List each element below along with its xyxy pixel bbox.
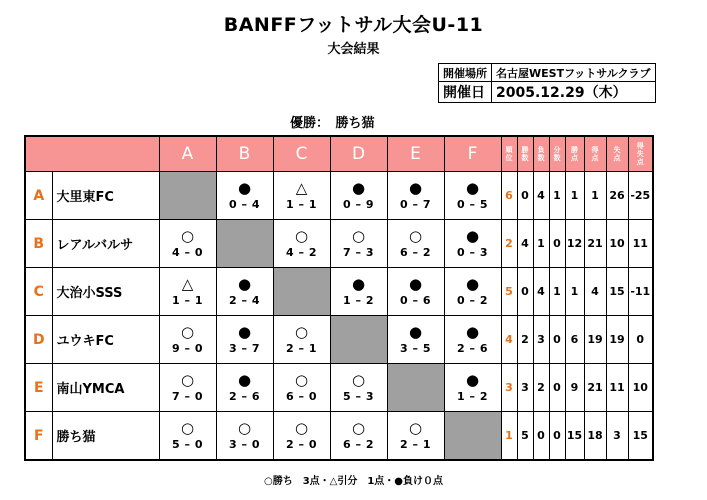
match-score: 2 – 4: [229, 294, 260, 307]
self-match-cell: [330, 316, 387, 364]
match-result-cell: [273, 316, 330, 364]
match-result-cell: [444, 364, 501, 412]
result-mark-icon: ●: [465, 227, 480, 245]
match-score: 0 – 3: [457, 246, 488, 259]
match-score: 2 – 1: [400, 438, 431, 451]
match-result-cell: [216, 316, 273, 364]
match-score: 5 – 0: [172, 438, 203, 451]
team-name: 大治小SSS: [52, 268, 159, 316]
stat-value: 3: [533, 316, 549, 364]
team-name: レアルバルサ: [52, 220, 159, 268]
row-label: A: [25, 172, 52, 220]
match-result-cell: [273, 364, 330, 412]
stat-value: 19: [606, 316, 628, 364]
stat-value: 5: [517, 412, 533, 461]
self-match-cell: [159, 172, 216, 220]
match-score: 0 – 5: [457, 198, 488, 211]
stat-value: 1: [565, 268, 584, 316]
match-score: 9 – 0: [172, 342, 203, 355]
stat-value: 6: [565, 316, 584, 364]
match-result-cell: [444, 316, 501, 364]
page-title: BANFFフットサル大会U-11: [223, 14, 484, 36]
match-score: 0 – 7: [400, 198, 431, 211]
stat-value: 12: [565, 220, 584, 268]
table-row: [25, 364, 653, 412]
match-result-cell: [330, 364, 387, 412]
match-result-cell: [387, 268, 444, 316]
column-header-b: B: [216, 136, 273, 172]
stat-value: 18: [584, 412, 606, 461]
match-result-cell: [273, 220, 330, 268]
match-result-cell: [216, 268, 273, 316]
match-result-cell: [330, 220, 387, 268]
result-mark-icon: ●: [351, 179, 366, 197]
result-mark-icon: ○: [294, 371, 309, 389]
match-result-cell: [159, 364, 216, 412]
match-score: 3 – 7: [229, 342, 260, 355]
result-mark-icon: ●: [465, 275, 480, 293]
match-score: 7 – 3: [343, 246, 374, 259]
match-score: 1 – 1: [286, 198, 317, 211]
result-mark-icon: ○: [408, 227, 423, 245]
stat-value: 1: [584, 172, 606, 220]
stat-value: 9: [565, 364, 584, 412]
self-match-cell: [273, 268, 330, 316]
table-row: [25, 268, 653, 316]
stat-value: 11: [628, 220, 653, 268]
result-mark-icon: ●: [237, 323, 252, 341]
rank-value: 2: [501, 220, 517, 268]
stat-value: 3: [606, 412, 628, 461]
result-mark-icon: ○: [408, 419, 423, 437]
match-score: 0 – 2: [457, 294, 488, 307]
row-label: C: [25, 268, 52, 316]
stat-header-7: 得 失 点: [628, 136, 653, 172]
result-mark-icon: ○: [237, 419, 252, 437]
result-mark-icon: ●: [465, 371, 480, 389]
result-mark-icon: ●: [237, 275, 252, 293]
match-result-cell: [216, 412, 273, 461]
match-result-cell: [330, 268, 387, 316]
result-mark-icon: ○: [294, 419, 309, 437]
stat-value: 0: [517, 268, 533, 316]
result-mark-icon: ○: [351, 419, 366, 437]
stat-value: 0: [533, 412, 549, 461]
match-result-cell: [387, 220, 444, 268]
column-header-d: D: [330, 136, 387, 172]
result-mark-icon: ●: [408, 323, 423, 341]
match-score: 6 – 0: [286, 390, 317, 403]
match-result-cell: [159, 268, 216, 316]
stat-value: 15: [565, 412, 584, 461]
stat-value: 10: [606, 220, 628, 268]
column-header-c: C: [273, 136, 330, 172]
stat-value: 0: [549, 316, 565, 364]
result-mark-icon: △: [181, 275, 194, 293]
match-score: 0 – 6: [400, 294, 431, 307]
stat-header-1: 勝 数: [517, 136, 533, 172]
stat-value: -25: [628, 172, 653, 220]
stat-header-4: 勝 点: [565, 136, 584, 172]
date-label: 開催日: [439, 82, 492, 103]
stat-value: 0: [517, 172, 533, 220]
self-match-cell: [387, 364, 444, 412]
result-mark-icon: ○: [180, 419, 195, 437]
match-score: 7 – 0: [172, 390, 203, 403]
table-row: [25, 412, 653, 461]
stat-header-5: 得 点: [584, 136, 606, 172]
team-name: 大里東FC: [52, 172, 159, 220]
match-score: 2 – 6: [457, 342, 488, 355]
match-score: 5 – 3: [343, 390, 374, 403]
stat-header-6: 失 点: [606, 136, 628, 172]
match-score: 0 – 4: [229, 198, 260, 211]
match-result-cell: [159, 220, 216, 268]
match-score: 4 – 0: [172, 246, 203, 259]
result-mark-icon: ○: [351, 227, 366, 245]
stat-value: 2: [517, 316, 533, 364]
table-row: [25, 172, 653, 220]
date-value: 2005.12.29（木）: [492, 82, 656, 103]
match-result-cell: [330, 172, 387, 220]
match-result-cell: [330, 412, 387, 461]
stat-value: 0: [549, 412, 565, 461]
stat-header-3: 分 数: [549, 136, 565, 172]
stat-value: 1: [533, 220, 549, 268]
stat-value: 1: [549, 172, 565, 220]
result-mark-icon: ●: [465, 323, 480, 341]
result-mark-icon: ○: [294, 323, 309, 341]
row-label: D: [25, 316, 52, 364]
column-header-a: A: [159, 136, 216, 172]
column-header-f: F: [444, 136, 501, 172]
stat-value: 0: [549, 220, 565, 268]
match-result-cell: [387, 172, 444, 220]
result-mark-icon: △: [295, 179, 308, 197]
rank-value: 5: [501, 268, 517, 316]
stat-value: 21: [584, 364, 606, 412]
rank-value: 3: [501, 364, 517, 412]
stat-value: 11: [606, 364, 628, 412]
venue-value: 名古屋WESTフットサルクラブ: [492, 64, 656, 82]
match-result-cell: [159, 316, 216, 364]
match-result-cell: [216, 364, 273, 412]
match-result-cell: [159, 412, 216, 461]
row-label: E: [25, 364, 52, 412]
stat-value: 1: [565, 172, 584, 220]
result-mark-icon: ●: [237, 179, 252, 197]
match-result-cell: [444, 268, 501, 316]
match-result-cell: [387, 412, 444, 461]
stat-value: 4: [517, 220, 533, 268]
match-score: 1 – 2: [343, 294, 374, 307]
match-result-cell: [444, 172, 501, 220]
stat-value: 0: [628, 316, 653, 364]
header-blank-cell: [25, 136, 159, 172]
match-score: 2 – 0: [286, 438, 317, 451]
champion-text: 優勝： 勝ち猫: [290, 116, 375, 131]
match-result-cell: [273, 412, 330, 461]
table-row: [25, 316, 653, 364]
table-row: [25, 220, 653, 268]
result-mark-icon: ●: [351, 275, 366, 293]
stat-value: 21: [584, 220, 606, 268]
match-result-cell: [216, 172, 273, 220]
match-score: 0 – 9: [343, 198, 374, 211]
stat-value: 4: [584, 268, 606, 316]
match-score: 6 – 2: [400, 246, 431, 259]
match-result-cell: [444, 220, 501, 268]
self-match-cell: [216, 220, 273, 268]
legend-text: ○勝ち 3点・△引分 1点・●負け０点: [263, 476, 444, 487]
stat-value: 4: [533, 268, 549, 316]
stat-value: -11: [628, 268, 653, 316]
stat-value: 15: [606, 268, 628, 316]
result-mark-icon: ○: [351, 371, 366, 389]
match-result-cell: [273, 172, 330, 220]
results-table: [24, 135, 654, 461]
result-mark-icon: ●: [465, 179, 480, 197]
result-mark-icon: ○: [180, 227, 195, 245]
stat-value: 10: [628, 364, 653, 412]
stat-value: 4: [533, 172, 549, 220]
page-subtitle: 大会結果: [327, 42, 380, 57]
row-label: B: [25, 220, 52, 268]
team-name: 勝ち猫: [52, 412, 159, 461]
match-score: 4 – 2: [286, 246, 317, 259]
self-match-cell: [444, 412, 501, 461]
match-score: 1 – 1: [172, 294, 203, 307]
result-mark-icon: ●: [237, 371, 252, 389]
match-score: 3 – 5: [400, 342, 431, 355]
stat-value: 19: [584, 316, 606, 364]
row-label: F: [25, 412, 52, 461]
result-mark-icon: ●: [408, 179, 423, 197]
stat-header-2: 負 数: [533, 136, 549, 172]
stat-value: 26: [606, 172, 628, 220]
team-name: 南山YMCA: [52, 364, 159, 412]
stat-value: 3: [517, 364, 533, 412]
stat-value: 15: [628, 412, 653, 461]
result-mark-icon: ●: [408, 275, 423, 293]
stat-value: 0: [549, 364, 565, 412]
header-row: [25, 136, 653, 172]
stat-header-0: 順 位: [501, 136, 517, 172]
result-mark-icon: ○: [294, 227, 309, 245]
result-mark-icon: ○: [180, 323, 195, 341]
match-score: 1 – 2: [457, 390, 488, 403]
rank-value: 1: [501, 412, 517, 461]
event-info-table: [438, 63, 656, 103]
rank-value: 4: [501, 316, 517, 364]
match-score: 2 – 6: [229, 390, 260, 403]
result-mark-icon: ○: [180, 371, 195, 389]
rank-value: 6: [501, 172, 517, 220]
stat-value: 1: [549, 268, 565, 316]
stat-value: 2: [533, 364, 549, 412]
match-result-cell: [387, 316, 444, 364]
match-score: 3 – 0: [229, 438, 260, 451]
match-score: 6 – 2: [343, 438, 374, 451]
team-name: ユウキFC: [52, 316, 159, 364]
column-header-e: E: [387, 136, 444, 172]
match-score: 2 – 1: [286, 342, 317, 355]
venue-label: 開催場所: [439, 64, 492, 82]
